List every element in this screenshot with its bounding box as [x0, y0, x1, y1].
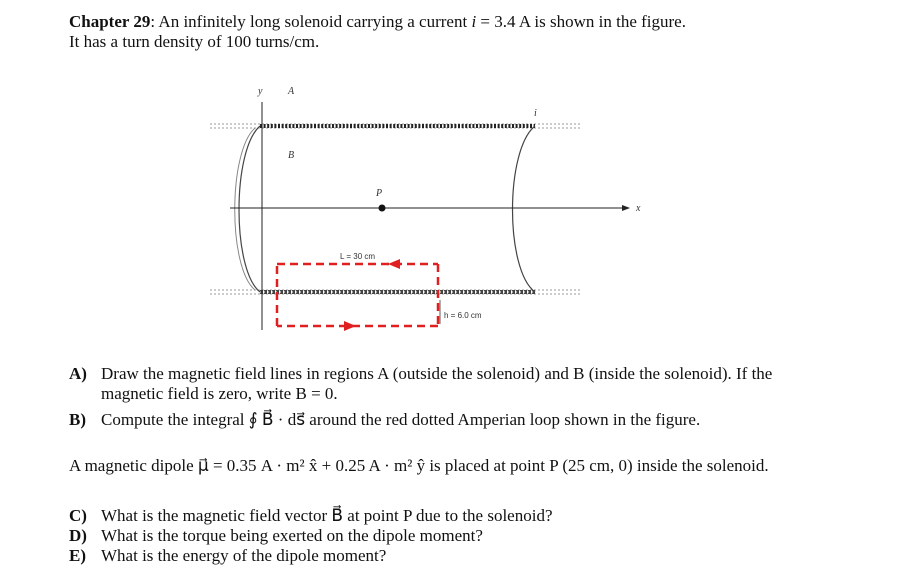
right-end-curve [513, 126, 536, 292]
question-c [69, 506, 553, 526]
loop-arrow-bottom [344, 321, 356, 331]
dipole-statement: A magnetic dipole μ⃗ = 0.35 A · m² x̂ + 0.25 A · m² ŷ is placed at point P (25 cm, 0) inside the solenoid. [69, 456, 769, 475]
current-symbol: i [471, 12, 477, 31]
question-c-text: What is the magnetic field vector B⃗ at point P due to the solenoid? [101, 506, 553, 525]
left-end-curve-inner [235, 128, 255, 290]
question-d [69, 526, 483, 546]
loop-height-label: h = 6.0 cm [444, 311, 482, 320]
current-label: i [534, 108, 537, 119]
question-a-text-1: Draw the magnetic field lines in regions A (outside the solenoid) and B (inside the solenoid). If the [101, 364, 773, 383]
point-p-label: P [376, 188, 383, 199]
region-b-label: B [288, 150, 295, 161]
loop-arrow-top [388, 259, 400, 269]
question-a-label: A) [69, 364, 87, 383]
y-axis-label: y [258, 86, 263, 97]
solenoid-figure [200, 80, 660, 340]
question-e-text: What is the energy of the dipole moment? [101, 546, 387, 565]
current-value: = 3.4 A is shown in the figure. [476, 12, 686, 31]
intro-line-2: It has a turn density of 100 turns/cm. [69, 32, 320, 51]
question-c-label: C) [69, 506, 87, 525]
region-a-label: A [288, 86, 295, 97]
question-d-text: What is the torque being exerted on the dipole moment? [101, 526, 483, 545]
x-axis-arrow [622, 205, 630, 211]
question-b-text: Compute the integral ∮ B⃗ · ds⃗ around the red dotted Amperian loop shown in the figure. [101, 410, 701, 429]
question-e [69, 546, 386, 566]
question-d-label: D) [69, 526, 87, 545]
x-axis-label: x [636, 203, 641, 214]
question-b [69, 410, 700, 430]
chapter-label: Chapter 29 [69, 12, 151, 31]
question-a-line-1 [69, 364, 772, 384]
loop-length-label: L = 30 cm [340, 252, 376, 261]
amperian-loop [277, 259, 438, 331]
intro-line-1 [69, 12, 686, 32]
question-a-line-2: magnetic field is zero, write B = 0. [101, 384, 338, 403]
point-p [379, 205, 386, 212]
question-e-label: E) [69, 546, 86, 565]
intro-text: : An infinitely long solenoid carrying a current [150, 12, 472, 31]
question-b-label: B) [69, 410, 86, 429]
